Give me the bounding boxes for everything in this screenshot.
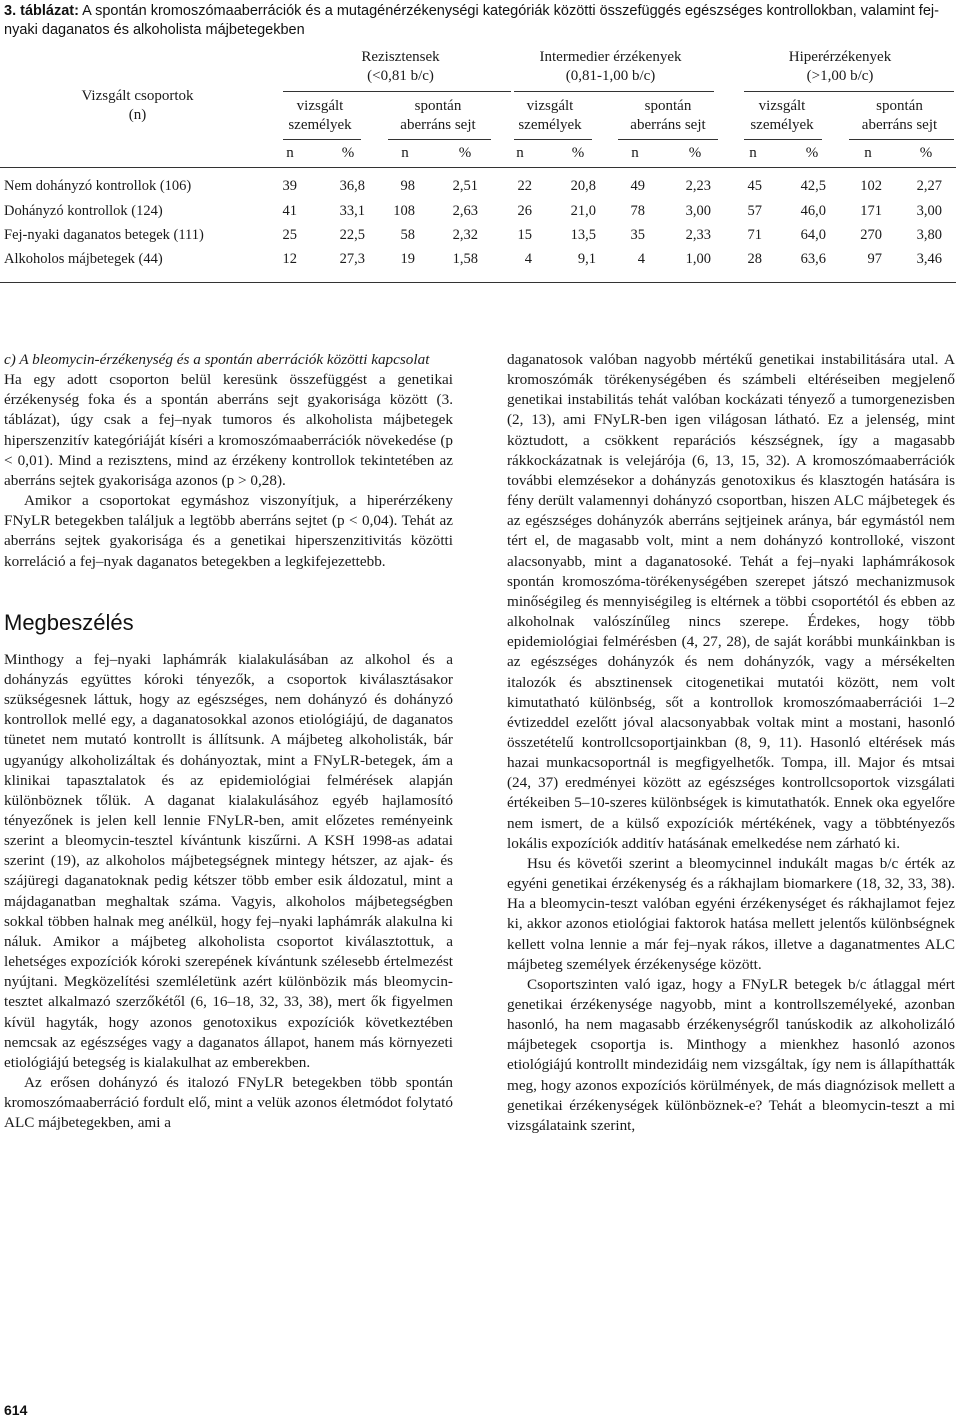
table-cell: 21,0 <box>570 203 596 219</box>
category-rule <box>744 91 954 92</box>
table-cell: 35 <box>630 227 645 243</box>
subheader-rule <box>388 139 491 140</box>
paragraph: Amikor a csoportokat egymáshoz viszonyítjuk, a hiperérzékeny FNyLR betegekben találjuk a legtöbb aberráns sejtet (p < 0,04). Tehát az aberráns sejtek gyakorisága és a genetikai hiperszenzitivitás közötti korreláció a fej–nyak daganatos betegekben a legkifejezettebb. <box>4 492 453 570</box>
category-name: Hiperérzékenyek <box>788 49 892 65</box>
unit-header: % <box>458 145 472 161</box>
category-range: (0,81-1,00 b/c) <box>565 68 656 84</box>
page-number: 614 <box>4 1402 28 1418</box>
paragraph: daganatosok valóban nagyobb mértékű genetikai instabilitására utal. A kromoszómák törékenységében és számbeli eltéréseiben megjelenő genetikai instabilitás tehát valóban kockázati tényező a tumorgenezisben (2, 13), ami FNyLR-ben igen világosan látható. Ez a jelenség, mint köztudott, a csökkent reparációs készségnek, így a magasabb rákkockázatnak is velejárója (6, 13, 15, 32). A kromoszómaaberrációk további elemzésekor a dohányzás genotoxikus és klasztogén hatására is fény derült valamennyi dohányzó csoportban, hiszen ALC májbetegek és az egészséges dohányzók aberráns sejtjeinek aránya, bár egymástól nem tért el, de magasabb volt, mint a nem dohányzó kontrolloké, viszont alacsonyabb, mint a daganatosoké. Tehát a fej–nyaki laphámrákosok spontán kromoszóma-törékenységében szerepet játszó mechanizmusok minőségileg és mennyiségileg is eltérnek a többi csoportétól és ebben az alkoholnak valószínűleg nincs szerepe. Érdekes, hogy több epidemiológiai felmérésben (4, 27, 28), de saját korábbi munkáinkban is az egészséges dohányzók és nem dohányzók, vagy a mérsékelten italozók és absztinensek citogenetikai mutatói között, nem volt kimutatható különbség, sőt a kontrollok kromoszómaaberrációi 1–2 évtizeddel ezelőtt jóval alacsonyabbak voltak mint a mostani, hasonló összetételű kontrollcsoportjainkban (8, 9, 11). Hasonló eltérések más hazai munkacsoportnál is megfigyelhetők. Tompa, ill. Major és mtsai (24, 37) eredményei között az egészséges kontrollcsoportok vizsgálati értékeiben 5–10-szeres különbségek is kimutathatók. Ennek oka egyelőre nem ismert, de a külső expozíciók mértékének, vagy a többtényezős lokális expozíciók additív hatásának emelkedése nem zárható ki. <box>507 351 955 852</box>
unit-header: n <box>516 145 524 161</box>
unit-header: n <box>749 145 757 161</box>
right-column <box>507 350 955 1136</box>
table-bottom-rule <box>0 282 956 283</box>
table-cell: 98 <box>400 178 415 194</box>
category-rule <box>514 91 714 92</box>
table-cell: 1,00 <box>685 251 711 267</box>
table-body-rule <box>0 167 956 168</box>
subheader-rule <box>744 139 822 140</box>
table-number: 3. táblázat: <box>4 3 79 19</box>
table-cell: 19 <box>400 251 415 267</box>
table-cell: 2,51 <box>452 178 478 194</box>
table-caption-text: A spontán kromoszómaaberrációk és a mutagénérzékenységi kategóriák közötti összefüggés egészséges kontrollokban, valamint fej-nyaki daganatos és alkoholista májbetegekben <box>4 3 939 38</box>
section-heading-discussion: Megbeszélés <box>4 609 134 635</box>
category-name: Rezisztensek <box>361 49 440 65</box>
paragraph: Minthogy a fej–nyaki laphámrák kialakulásában az alkohol és a dohányzás együttes kóroki tényezők, a csoportok kiválasztásakor szükségesnek láttuk, hogy az egészséges, nem dohányzó és dohányzó kontrollok mellé egy, a daganatosokkal azonos etiológiájú, de daganatos tünetet nem mutató kontrollt is állítsunk. A májbeteg alkoholisták, bár ugyanúgy alkoholizáltak és dohányoztak, mint a FNyLR-betegek, ám a klinikai tapasztalatok és az epidemiológiai felmérések alapján különböznek tőlük. A daganat kialakulásához egyéb hajlamosító tényezőnek is jelen kell lennie FNyLR-ben, amit előzetes reményeink szerint a bleomycin-tesztel kívántunk kiszűrni. A KSH 1998-as adatai szerint (19), az alkoholos májbetegségnek mintegy hétszer, az ajak- és szájüregi daganatoknak pedig kétszer több ember esik áldozatul, mint a májdaganatban meghaltak száma. Vagyis, alkoholos májbetegségben sokkal többen halnak meg anélkül, hogy fej–nyaki laphámrák alakulna ki náluk. Amikor a májbeteg alkoholista csoportot kiválasztottuk, a lehetséges expozíciók kóroki szerepének kívántunk szélesebb értelmezést nyújtani. Megközelítési szemléletünk azért különbözik más bleomycin-tesztet alkalmazó szerzőkétől (6, 16–18, 32, 33, 38), mert ők figyelmen kívül hagyták, hogy azonos genotoxikus expozíciók következtében nemcsak az egészséges vagy a daganatos állapot, hanem más környezeti etiológiájú betegség is kialakulhat az emberekben. <box>4 650 453 1071</box>
category-header-intermediate <box>508 48 713 86</box>
table-cell: 25 <box>282 227 297 243</box>
paragraph: Ha egy adott csoporton belül keresünk összefüggést a genetikai érzékenység foka és a spontán aberráns sejt gyakorisága között (3. táblázat), úgy csak a fej–nyak tumoros és alkoholista májbetegek hiperszenzitív kategóriáját kíséri a kromoszómaaberrációk növekedése (p < 0,01). Mind a rezisztens, mind az érzékeny kontrollok tekintetében az aberráns sejtek gyakorisága azonos (p > 0,28). <box>4 371 453 489</box>
unit-header: % <box>919 145 933 161</box>
row-label: Nem dohányzó kontrollok (106) <box>4 178 192 194</box>
table-cell: 3,00 <box>916 203 942 219</box>
unit-header: n <box>401 145 409 161</box>
subheader-aberrant-cells: spontán aberráns sejt <box>400 98 476 133</box>
subheader-tested-persons: vizsgált személyek <box>288 98 352 133</box>
table-cell: 4 <box>524 251 532 267</box>
table-cell: 2,33 <box>685 227 711 243</box>
table-cell: 22,5 <box>339 227 365 243</box>
unit-header: % <box>688 145 702 161</box>
subheader-rule <box>849 139 954 140</box>
table-cell: 270 <box>860 227 882 243</box>
subheader-rule <box>514 139 592 140</box>
left-column <box>4 350 453 1133</box>
table-cell: 36,8 <box>339 178 365 194</box>
unit-header: % <box>341 145 355 161</box>
table-cell: 3,46 <box>916 251 942 267</box>
table-cell: 171 <box>860 203 882 219</box>
category-header-hypersensitive <box>730 48 950 86</box>
table-cell: 2,63 <box>452 203 478 219</box>
paragraph: Hsu és követői szerint a bleomycinnel indukált magas b/c érték az egyéni genetikai érzékenység és a rákhajlam biomarkere (18, 32, 33, 38). Ha a bleomycin-teszt valóban egyéni érzékenységet és rákhajlamot fejez ki, akkor azonos etiológiai faktorok hatása mellett jelentős különbségnek kellett volna lennie a már fej–nyak rákos, illetve a daganatmentes ALC májbeteg személyek érzékenysége között. <box>507 854 955 973</box>
table-cell: 63,6 <box>800 251 826 267</box>
unit-header: n <box>286 145 294 161</box>
subheader-aberrant-cells: spontán aberráns sejt <box>630 98 706 133</box>
unit-header: n <box>864 145 872 161</box>
table-cell: 2,23 <box>685 178 711 194</box>
table-cell: 41 <box>282 203 297 219</box>
table-cell: 15 <box>517 227 532 243</box>
category-range: (<0,81 b/c) <box>367 68 434 84</box>
table-cell: 22 <box>517 178 532 194</box>
table-cell: 49 <box>630 178 645 194</box>
table-cell: 57 <box>747 203 762 219</box>
category-name: Intermedier érzékenyek <box>539 49 682 65</box>
paragraph: Csoportszinten való igaz, hogy a FNyLR betegek b/c átlaggal mért genetikai érzékenysége nagyobb, mint a kontrollszemélyeké, azonban hasonló, ha nem magasabb érzékenységről tanúskodik az alkoholizáló májbetegek csoportja is. Minthogy a mienkhez hasonló azonos etiológiájú kontrollt mindezidáig nem vizsgáltak, így nem is állapíthatták meg, hogy azonos expozíciós körülmények, de más diagnózisok mellett a genetikai érzékenységek különböznek-e? Tehát a bleomycin-teszt a mi vizsgálataink szerint, <box>507 975 955 1134</box>
table-cell: 42,5 <box>800 178 826 194</box>
table-cell: 71 <box>747 227 762 243</box>
table-cell: 1,58 <box>452 251 478 267</box>
section-subheading: c) A bleomycin-érzékenység és a spontán aberrációk közötti kapcsolat <box>4 351 430 368</box>
table-caption <box>4 2 954 40</box>
subheader-rule <box>618 139 718 140</box>
category-rule <box>283 91 511 92</box>
table-cell: 64,0 <box>800 227 826 243</box>
table-cell: 13,5 <box>570 227 596 243</box>
table-cell: 3,80 <box>916 227 942 243</box>
category-range: (>1,00 b/c) <box>806 68 874 84</box>
unit-header: % <box>571 145 585 161</box>
table-cell: 12 <box>282 251 297 267</box>
subheader-tested-persons: vizsgált személyek <box>750 98 814 133</box>
table-cell: 78 <box>630 203 645 219</box>
table-cell: 33,1 <box>339 203 365 219</box>
table-cell: 2,32 <box>452 227 478 243</box>
table-cell: 28 <box>747 251 762 267</box>
table-cell: 27,3 <box>339 251 365 267</box>
table-cell: 26 <box>517 203 532 219</box>
subheader-aberrant-cells: spontán aberráns sejt <box>861 98 938 133</box>
table-cell: 46,0 <box>800 203 826 219</box>
row-label: Fej-nyaki daganatos betegek (111) <box>4 227 204 243</box>
row-label: Alkoholos májbetegek (44) <box>4 251 163 267</box>
table-cell: 4 <box>637 251 645 267</box>
table-cell: 108 <box>393 203 415 219</box>
table-cell: 9,1 <box>577 251 596 267</box>
table-cell: 39 <box>282 178 297 194</box>
table-cell: 97 <box>867 251 882 267</box>
subheader-tested-persons: vizsgált személyek <box>518 98 582 133</box>
table-cell: 45 <box>747 178 762 194</box>
category-header-resistant <box>283 48 518 86</box>
table-cell: 2,27 <box>916 178 942 194</box>
unit-header: n <box>631 145 639 161</box>
paragraph: Az erősen dohányzó és italozó FNyLR betegekben több spontán kromoszómaaberráció fordult elő, mint a velük azonos életmódot folytató ALC májbetegekben, ami a <box>4 1074 453 1132</box>
row-label: Dohányzó kontrollok (124) <box>4 203 163 219</box>
subheader-rule <box>283 139 361 140</box>
table-cell: 58 <box>400 227 415 243</box>
group-header: Vizsgált csoportok (n) <box>81 88 194 123</box>
unit-header: % <box>805 145 819 161</box>
table-cell: 20,8 <box>570 178 596 194</box>
table-cell: 3,00 <box>685 203 711 219</box>
table-cell: 102 <box>860 178 882 194</box>
